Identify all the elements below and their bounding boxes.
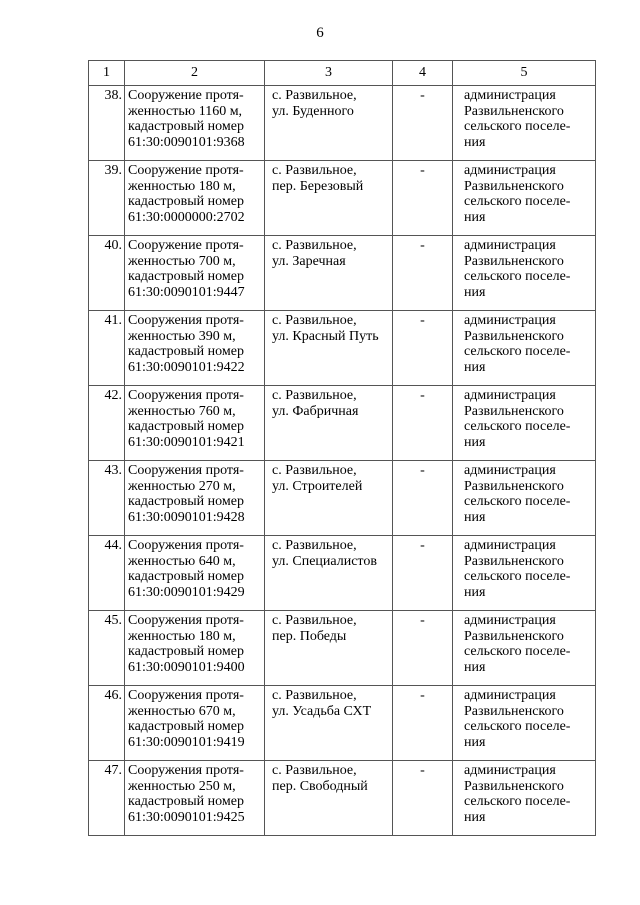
row-number: 41. <box>89 311 125 386</box>
row-number: 42. <box>89 386 125 461</box>
object-owner <box>453 86 596 161</box>
object-address-line: пер. Березовый <box>272 178 364 194</box>
column-4-value: - <box>393 86 453 161</box>
object-owner-line: Развильненского <box>464 178 564 194</box>
object-address-line: ул. Буденного <box>272 103 354 119</box>
object-address-line: с. Развильное, <box>272 163 357 178</box>
table-row <box>89 161 596 236</box>
object-address <box>265 311 393 386</box>
object-owner-line: Развильненского <box>464 253 564 269</box>
object-owner-line: ния <box>464 134 486 150</box>
object-description-line: кадастровый номер <box>128 719 244 734</box>
object-owner-line: сельского поселе- <box>464 269 571 284</box>
column-4-value: - <box>393 536 453 611</box>
object-owner <box>453 236 596 311</box>
object-owner-line: администрация <box>464 163 556 178</box>
row-number: 45. <box>89 611 125 686</box>
table-body <box>89 86 596 836</box>
object-owner-line: ния <box>464 659 486 675</box>
table-row <box>89 536 596 611</box>
object-description-line: Сооружения протя- <box>128 313 244 328</box>
object-description-line: женностью 700 м, <box>128 253 236 269</box>
page-number: 6 <box>316 25 324 41</box>
object-description-line: женностью 180 м, <box>128 178 236 194</box>
object-owner-line: администрация <box>464 388 556 403</box>
object-address-line: ул. Заречная <box>272 253 346 269</box>
object-owner-line: ния <box>464 284 486 300</box>
object-address-line: с. Развильное, <box>272 613 357 628</box>
object-owner-line: сельского поселе- <box>464 344 571 359</box>
object-owner <box>453 686 596 761</box>
object-owner-line: Развильненского <box>464 778 564 794</box>
object-description-line: кадастровый номер <box>128 269 244 284</box>
row-number: 43. <box>89 461 125 536</box>
object-address <box>265 536 393 611</box>
object-description <box>125 311 265 386</box>
object-description-line: 61:30:0000000:2702 <box>128 209 245 225</box>
object-description-line: 61:30:0090101:9368 <box>128 134 245 150</box>
object-owner <box>453 311 596 386</box>
object-owner-line: ния <box>464 584 486 600</box>
object-description-line: 61:30:0090101:9425 <box>128 809 245 825</box>
object-description-line: Сооружения протя- <box>128 763 244 778</box>
object-description-line: Сооружения протя- <box>128 613 244 628</box>
row-number: 47. <box>89 761 125 836</box>
table-row <box>89 386 596 461</box>
object-owner-line: администрация <box>464 238 556 253</box>
object-owner-line: Развильненского <box>464 553 564 569</box>
column-4-value: - <box>393 611 453 686</box>
object-description <box>125 236 265 311</box>
object-owner-line: ния <box>464 809 486 825</box>
object-address-line: ул. Строителей <box>272 478 363 494</box>
row-number: 39. <box>89 161 125 236</box>
table-row <box>89 686 596 761</box>
object-address-line: ул. Специалистов <box>272 553 377 569</box>
object-description-line: женностью 250 м, <box>128 778 236 794</box>
object-description-line: 61:30:0090101:9419 <box>128 734 245 750</box>
object-owner-line: сельского поселе- <box>464 119 571 134</box>
row-number: 38. <box>89 86 125 161</box>
object-address <box>265 386 393 461</box>
object-owner-line: ния <box>464 359 486 375</box>
object-description-line: кадастровый номер <box>128 644 244 659</box>
object-owner <box>453 386 596 461</box>
object-address-line: с. Развильное, <box>272 238 357 253</box>
column-4-value: - <box>393 311 453 386</box>
object-address <box>265 236 393 311</box>
object-description-line: кадастровый номер <box>128 119 244 134</box>
object-description-line: женностью 180 м, <box>128 628 236 644</box>
object-address <box>265 686 393 761</box>
table-row <box>89 611 596 686</box>
object-description-line: женностью 670 м, <box>128 703 236 719</box>
object-owner-line: сельского поселе- <box>464 494 571 509</box>
object-description-line: Сооружение протя- <box>128 163 244 178</box>
object-owner-line: администрация <box>464 763 556 778</box>
table-header <box>89 61 596 86</box>
object-address-line: ул. Красный Путь <box>272 328 379 344</box>
object-address <box>265 86 393 161</box>
object-description-line: кадастровый номер <box>128 494 244 509</box>
object-address-line: с. Развильное, <box>272 763 357 778</box>
object-description-line: кадастровый номер <box>128 344 244 359</box>
table-row <box>89 311 596 386</box>
column-4-value: - <box>393 236 453 311</box>
column-header-2: 2 <box>125 61 265 86</box>
object-address-line: с. Развильное, <box>272 88 357 103</box>
object-description-line: Сооружения протя- <box>128 463 244 478</box>
object-description-line: Сооружения протя- <box>128 688 244 703</box>
table-row <box>89 761 596 836</box>
column-4-value: - <box>393 386 453 461</box>
object-owner-line: ния <box>464 209 486 225</box>
property-registry-table <box>88 60 596 836</box>
row-number: 44. <box>89 536 125 611</box>
object-owner-line: Развильненского <box>464 403 564 419</box>
object-description <box>125 161 265 236</box>
object-address <box>265 611 393 686</box>
object-description-line: 61:30:0090101:9400 <box>128 659 245 675</box>
object-description <box>125 386 265 461</box>
object-description <box>125 611 265 686</box>
column-4-value: - <box>393 686 453 761</box>
object-description <box>125 461 265 536</box>
object-owner-line: ния <box>464 434 486 450</box>
column-header-3: 3 <box>265 61 393 86</box>
object-description-line: кадастровый номер <box>128 419 244 434</box>
object-description-line: 61:30:0090101:9422 <box>128 359 245 375</box>
object-description-line: кадастровый номер <box>128 194 244 209</box>
object-description-line: Сооружения протя- <box>128 538 244 553</box>
object-owner-line: администрация <box>464 613 556 628</box>
object-owner-line: администрация <box>464 688 556 703</box>
object-owner <box>453 611 596 686</box>
object-address-line: ул. Фабричная <box>272 403 359 419</box>
object-description <box>125 686 265 761</box>
object-description-line: женностью 640 м, <box>128 553 236 569</box>
column-4-value: - <box>393 161 453 236</box>
object-address-line: с. Развильное, <box>272 313 357 328</box>
object-owner-line: администрация <box>464 88 556 103</box>
object-owner-line: администрация <box>464 463 556 478</box>
table-row <box>89 461 596 536</box>
row-number: 40. <box>89 236 125 311</box>
object-address-line: с. Развильное, <box>272 463 357 478</box>
object-description <box>125 536 265 611</box>
object-owner <box>453 461 596 536</box>
object-owner-line: сельского поселе- <box>464 644 571 659</box>
object-description-line: Сооружение протя- <box>128 238 244 253</box>
object-description-line: Сооружения протя- <box>128 388 244 403</box>
table-row <box>89 236 596 311</box>
object-owner-line: сельского поселе- <box>464 419 571 434</box>
object-owner-line: сельского поселе- <box>464 719 571 734</box>
object-description-line: женностью 1160 м, <box>128 103 243 119</box>
object-description-line: 61:30:0090101:9447 <box>128 284 245 300</box>
column-header-4: 4 <box>393 61 453 86</box>
table-row <box>89 86 596 161</box>
object-owner-line: Развильненского <box>464 478 564 494</box>
object-owner-line: ния <box>464 734 486 750</box>
object-description-line: 61:30:0090101:9428 <box>128 509 245 525</box>
object-owner-line: Развильненского <box>464 103 564 119</box>
object-address-line: пер. Победы <box>272 628 347 644</box>
object-address-line: ул. Усадьба СХТ <box>272 703 372 719</box>
object-description-line: женностью 390 м, <box>128 328 236 344</box>
object-description <box>125 86 265 161</box>
object-address <box>265 461 393 536</box>
object-owner-line: сельского поселе- <box>464 794 571 809</box>
object-address-line: пер. Свободный <box>272 778 368 794</box>
object-owner-line: Развильненского <box>464 328 564 344</box>
object-address-line: с. Развильное, <box>272 538 357 553</box>
object-owner-line: администрация <box>464 538 556 553</box>
object-description-line: женностью 760 м, <box>128 403 236 419</box>
column-header-1: 1 <box>89 61 125 86</box>
object-description-line: 61:30:0090101:9421 <box>128 434 245 450</box>
object-owner <box>453 161 596 236</box>
object-address-line: с. Развильное, <box>272 388 357 403</box>
object-description-line: кадастровый номер <box>128 794 244 809</box>
object-owner-line: сельского поселе- <box>464 569 571 584</box>
column-4-value: - <box>393 461 453 536</box>
column-header-5: 5 <box>453 61 596 86</box>
object-description-line: женностью 270 м, <box>128 478 236 494</box>
row-number: 46. <box>89 686 125 761</box>
object-owner-line: Развильненского <box>464 628 564 644</box>
header-row <box>89 61 596 86</box>
object-owner-line: администрация <box>464 313 556 328</box>
object-owner <box>453 536 596 611</box>
object-owner-line: Развильненского <box>464 703 564 719</box>
object-address <box>265 161 393 236</box>
object-description-line: Сооружение протя- <box>128 88 244 103</box>
object-description-line: 61:30:0090101:9429 <box>128 584 245 600</box>
object-owner <box>453 761 596 836</box>
object-description-line: кадастровый номер <box>128 569 244 584</box>
object-address-line: с. Развильное, <box>272 688 357 703</box>
object-owner-line: сельского поселе- <box>464 194 571 209</box>
object-owner-line: ния <box>464 509 486 525</box>
object-address <box>265 761 393 836</box>
column-4-value: - <box>393 761 453 836</box>
object-description <box>125 761 265 836</box>
